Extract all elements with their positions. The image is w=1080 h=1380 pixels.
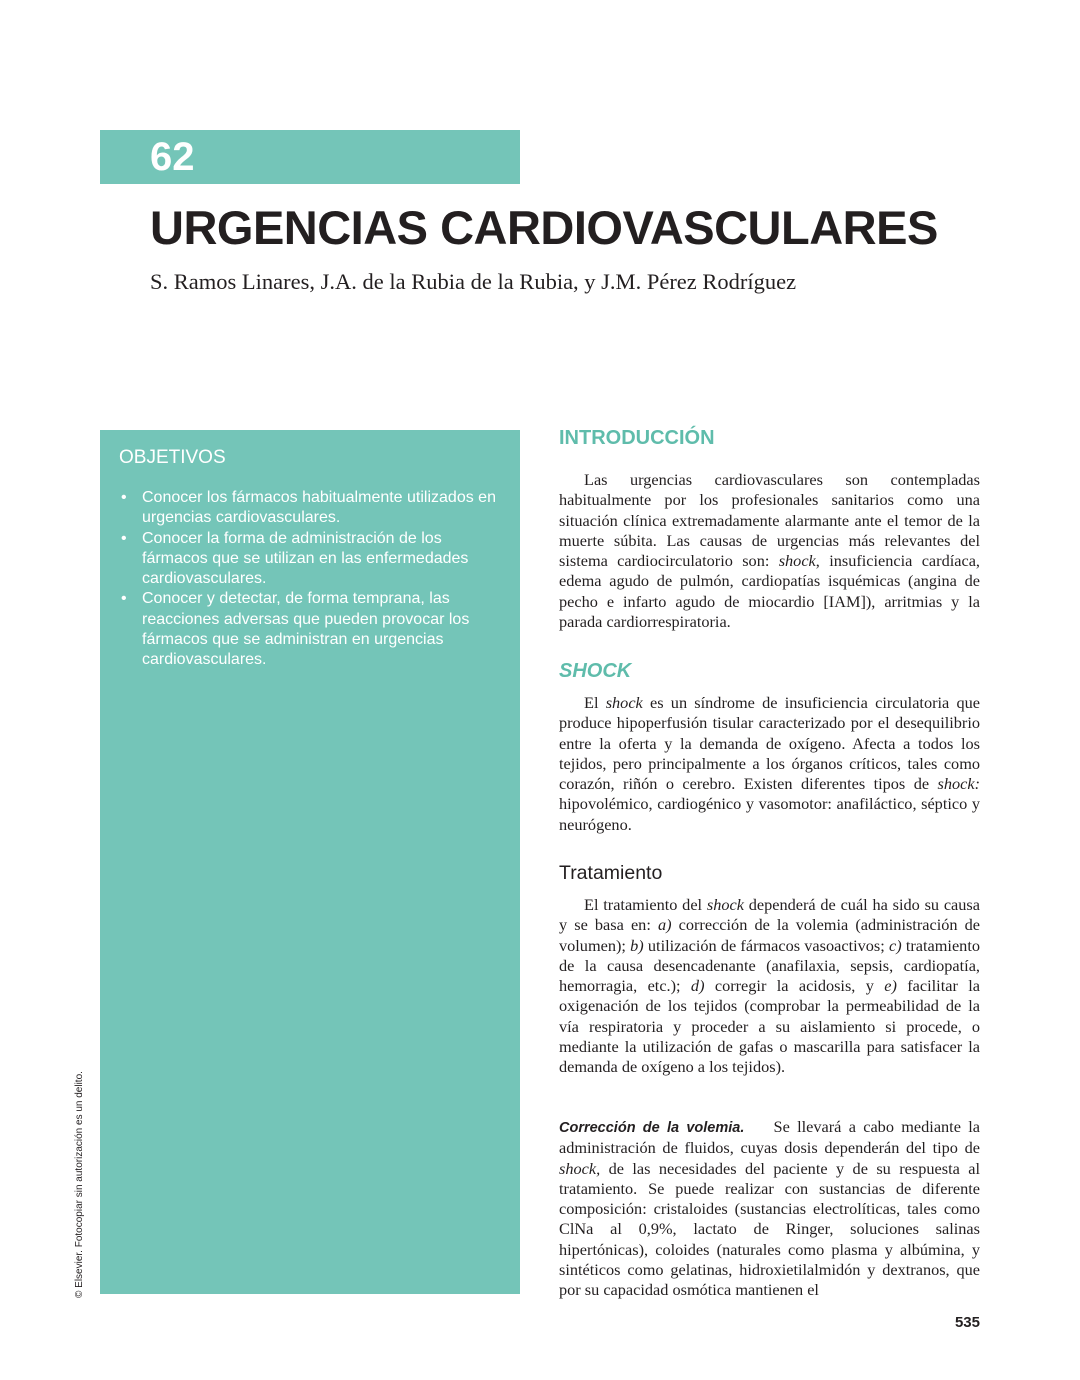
chapter-authors: S. Ramos Linares, J.A. de la Rubia de la Rubia, y J.M. Pérez Rodríguez [150, 269, 797, 294]
volemia-inline-heading: Corrección de la volemia. [559, 1120, 745, 1136]
copyright-side-note: © Elsevier. Fotocopiar sin autorización es un delito. [74, 1071, 85, 1298]
list-item: • Conocer los fármacos habitualmente utilizados en urgencias cardiovasculares. [121, 489, 496, 527]
tratamiento-paragraph: El tratamiento del shock dependerá de cuál ha sido su causa y se basa en: a) corrección de la volemia (administración de volumen); b) utilización de fármacos vasoactivos; c) tratamiento de la causa desencadenante (anafilaxia, sepsis, cardiopatía, hemorragia, etc.); d) corregir la acidosis, y e) facilitar la oxigenación de los tejidos (comprobar la permeabilidad de la vía respiratoria y proceder a su aislamiento si procede, o mediante la utilización de gafas o mascarilla para satisfacer la demanda de oxígeno a los tejidos). [559, 895, 980, 1076]
list-item: • Conocer y detectar, de forma temprana, las reacciones adversas que pueden provocar los fármacos que se administran en urgencias cardiovasculares. [121, 590, 470, 669]
shock-paragraph: El shock es un síndrome de insuficiencia circulatoria que produce hipoperfusión tisular caracterizado por el desequilibrio entre la oferta y la demanda de oxígeno. Afecta a todos los tejidos, pero principalmente a los órganos críticos, tales como corazón, riñón o cerebro. Existen diferentes tipos de shock: hipovolémico, cardiogénico y vasomotor: anafiláctico, séptico y neurógeno. [559, 693, 980, 834]
volemia-paragraph: Corrección de la volemia. Se llevará a cabo mediante la administración de fluidos, cuyas dosis dependerán del tipo de shock, de las necesidades del paciente y de su respuesta al tratamiento. Se puede realizar con sustancias de diferente composición: cristaloides (sustancias electrolíticas, tales como ClNa al 0,9%, lactato de Ringer, soluciones salinas hipertónicas), coloides (naturales como plasma y albúmina, y sintéticos como gelatinas, hidroxietilalmidón y dextranos, que por su capacidad osmótica mantienen el [559, 1117, 980, 1299]
list-item: • Conocer la forma de administración de los fármacos que se utilizan en las enfermedades cardiovasculares. [121, 529, 469, 588]
objectives-box [100, 430, 520, 1294]
chapter-number-banner [100, 130, 520, 184]
chapter-title: URGENCIAS CARDIOVASCULARES [150, 201, 938, 254]
page-number: 535 [954, 1314, 980, 1331]
section-heading-shock: SHOCK [559, 660, 632, 682]
intro-paragraph: Las urgencias cardiovasculares son contempladas habitualmente por los profesionales sanitarios como una situación clínica extremadamente alarmante ante el temor de la muerte súbita. Las causas de urgencias más relevantes del sistema cardiocirculatorio son: shock, insuficiencia cardíaca, edema agudo de pulmón, cardiopatías isquémicas (angina de pecho e infarto agudo de miocardio [IAM]), arritmias y la parada cardiorrespiratoria. [559, 470, 980, 631]
objectives-heading: OBJETIVOS [119, 447, 226, 468]
objectives-list [121, 488, 504, 671]
subsection-heading-tratamiento: Tratamiento [559, 862, 663, 884]
section-heading-introduccion: INTRODUCCIÓN [559, 427, 715, 449]
chapter-number: 62 [150, 135, 195, 179]
